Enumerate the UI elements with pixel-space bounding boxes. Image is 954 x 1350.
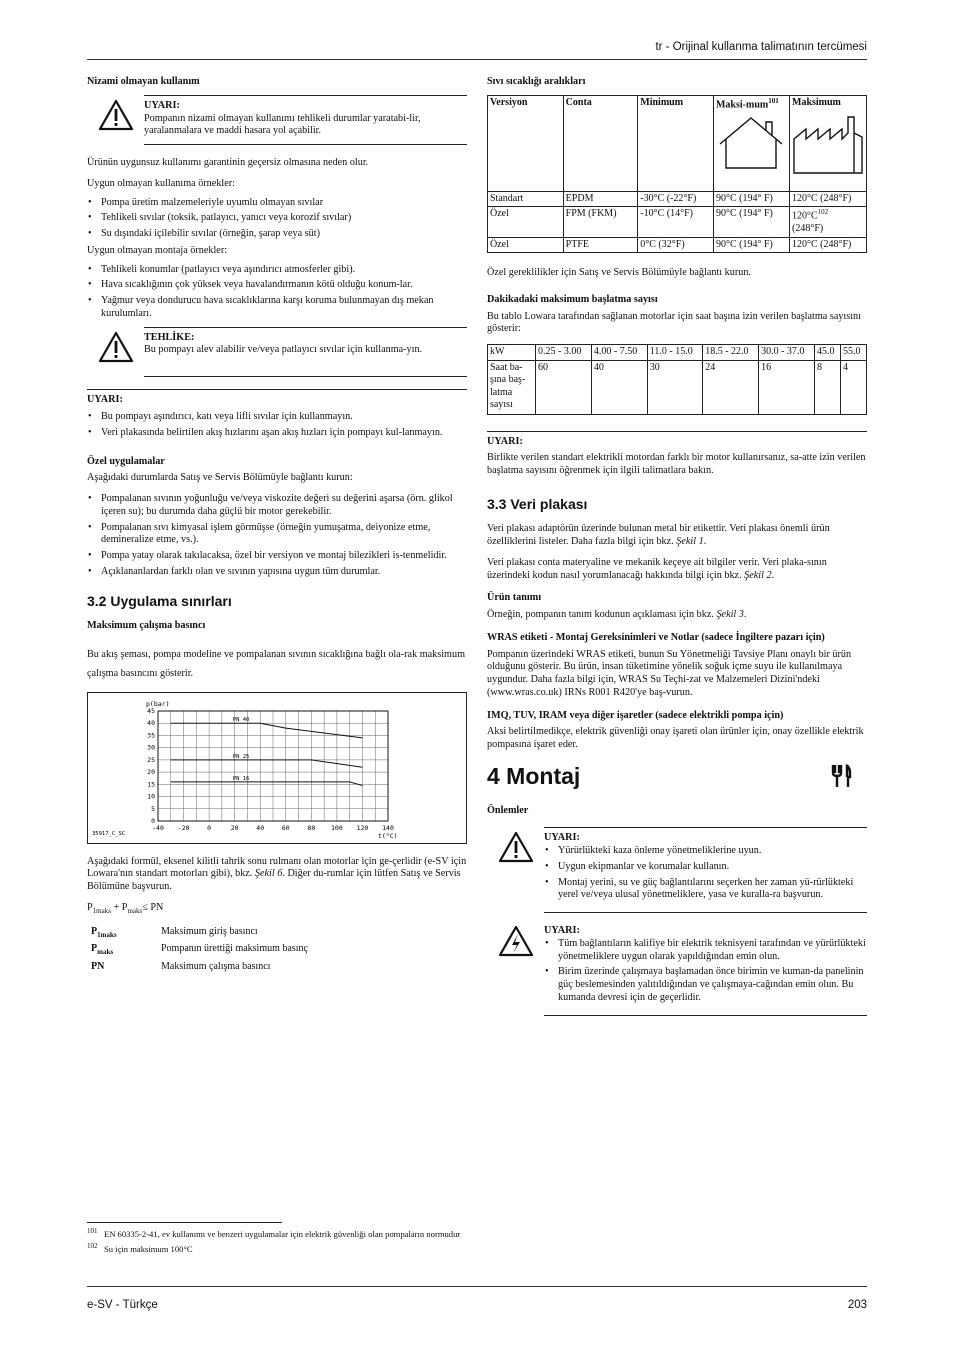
table-cell: 4 <box>840 360 866 414</box>
right-column <box>487 76 867 1028</box>
list-item: • Hava sıcaklığının çok yüksek veya havalandırmanın kötü olduğu konum-lar. <box>87 279 467 292</box>
table-row: PN Maksimum çalışma basıncı <box>91 961 271 973</box>
x-tick-label: 40 <box>256 823 265 832</box>
warning-title: UYARI: <box>487 435 523 447</box>
tools-icon <box>831 763 853 789</box>
list-item: • Yürürlükteki kaza önleme yönetmeliklerine uyun. <box>544 845 867 858</box>
paragraph: Aşağıdaki durumlarda Satış ve Servis Bölümüyle bağlantı kurun: <box>87 472 353 484</box>
x-tick-label: 80 <box>307 823 316 832</box>
left-column <box>87 76 467 977</box>
table-cell: 40 <box>591 360 647 414</box>
imq-heading: IMQ, TUV, IRAM veya diğer işaretler (sadece elektrikli pompa için) <box>487 709 784 721</box>
table-cell: 8 <box>814 360 840 414</box>
footnote: $^{101}$ EN 60335-2-41, ev kullanımı ve benzeri uygulamalar için elektrik güvenliği olan pompaların normudur <box>87 1227 461 1239</box>
warning-callout <box>87 95 467 145</box>
table-cell: 4.00 - 7.50 <box>591 345 647 361</box>
maxpress-heading: Maksimum çalışma basıncı <box>87 620 206 631</box>
paragraph: Ürünün uygunsuz kullanımı garantinin geçersiz olmasına neden olur. <box>87 157 369 168</box>
house-icon <box>716 114 786 170</box>
x-tick-label: 20 <box>230 823 239 832</box>
table-cell: 55.0 <box>840 345 866 361</box>
table-cell: 60 <box>536 360 592 414</box>
paragraph: Uygun olmayan montaja örnekler: <box>87 244 228 256</box>
paragraph: Özel gereklilikler için Satış ve Servis Bölümüyle bağlantı kurun. <box>487 267 751 279</box>
table-row: Özel FPM (FKM) -10°C (14°F) 90°C (194° F) $120^\circ C^{102}$ (248°F) <box>488 207 867 237</box>
list-item: • Veri plakasında belirtilen akış hızlarını aşan akış hızları için pompayı kul-lanmayın. <box>87 427 467 440</box>
warning-title: UYARI: <box>87 394 123 406</box>
section-heading-3-2: 3.2 Uygulama sınırları <box>87 592 232 609</box>
y-tick-label: 15 <box>147 779 155 788</box>
x-tick-label: 100 <box>331 823 343 832</box>
table-row: $P_{1maks}$ Maksimum giriş basıncı <box>91 925 258 939</box>
x-tick-label: 0 <box>207 823 212 832</box>
x-tick-label: 120 <box>356 823 369 832</box>
series-line <box>171 759 363 766</box>
paragraph: Aşağıdaki formül, eksenel kilitli tahrik sonu rulmanı olan motorlar için ge-çerlidir (e-SV için Lowara'nın standart motorları gibi), bkz. Şekil 6. Diğer du-rumlar için lütfen Satış ve Servis Bölümüne başvurun. <box>87 855 467 892</box>
install-misuse-list <box>87 264 467 321</box>
x-tick-label: -20 <box>177 823 190 832</box>
y-tick-label: 10 <box>147 792 155 801</box>
y-tick-label: 20 <box>147 767 155 776</box>
list-item: • Su dışındaki içilebilir sıvılar (örneğin, şarap veya süt) <box>87 228 467 241</box>
table-row: Özel PTFE 0°C (32°F) 90°C (194° F) 120°C (248°F) <box>488 237 867 253</box>
danger-triangle-icon <box>98 331 134 363</box>
danger-text: Bu pompayı alev alabilir ve/veya patlayıcı sıvılar için kullanma-yın. <box>144 344 423 356</box>
danger-callout <box>87 327 467 378</box>
series-label: PN 25 <box>232 753 250 760</box>
x-tick-label: -40 <box>152 823 164 832</box>
list-item: • Açıklananlardan farklı olan ve sıvının yapısına uygun tüm durumlar. <box>87 566 467 579</box>
figure-ref: Şekil 1 <box>676 536 704 548</box>
y-tick-label: 0 <box>151 816 155 825</box>
list-item: • Bu pompayı aşındırıcı, katı veya lifli sıvılar için kullanmayın. <box>87 411 467 424</box>
warning-text: Pompanın nizami olmayan kullanımı tehlikeli durumlar yaratabi-lir, yaralanmalara ve maddi hasara yol açabilir. <box>144 112 421 137</box>
table-cell: 24 <box>703 360 759 414</box>
y-tick-label: 25 <box>147 755 155 764</box>
section-heading-3-3: 3.3 Veri plakası <box>487 495 588 512</box>
table-cell: 0.25 - 3.00 <box>536 345 592 361</box>
danger-title: TEHLİKE: <box>144 331 195 343</box>
y-tick-label: 5 <box>151 804 155 813</box>
figure-ref: Şekil 3 <box>716 609 744 621</box>
list-item: • Pompa yatay olarak takılacaksa, özel bir versiyon ve montaj bilezikleri is-tenmelidir. <box>87 550 467 563</box>
factory-icon <box>792 113 864 177</box>
table-cell: 30.0 - 37.0 <box>759 345 815 361</box>
list-item: • Yağmur veya dondurucu hava sıcaklıklarına karşı koruma bulunmayan dış mekan kurulumları. <box>87 295 467 321</box>
wras-heading: WRAS etiketi - Montaj Gereksinimleri ve Notlar (sadece İngiltere pazarı için) <box>487 631 825 643</box>
series-line <box>171 781 363 785</box>
warning-title: UYARI: <box>144 99 180 111</box>
warning-triangle-icon <box>98 99 134 131</box>
footer-doc: e-SV - Türkçe <box>87 1299 158 1311</box>
table-header-row: Versiyon Conta Minimum Maksi-mum$^{101}$ Maksimum <box>488 95 867 191</box>
paragraph: Uygun olmayan kullanıma örnekler: <box>87 177 235 189</box>
paragraph: Bu tablo Lowara tarafından sağlanan motorlar için saat başına izin verilen başlatma sayısını gösterir: <box>487 310 861 335</box>
y-tick-label: 30 <box>147 743 155 752</box>
precautions-heading: Önlemler <box>487 804 529 816</box>
list-item: • Pompalanan sıvı kimyasal işlem görmüşse (örneğin yumuşatma, deiyonize etme, demineralize etme, vs.). <box>87 522 467 548</box>
special-list <box>87 493 467 579</box>
list-item: • Pompa üretim malzemeleriyle uyumlu olmayan sıvılar <box>87 197 467 210</box>
x-tick-label: 140 <box>382 823 394 832</box>
list-item: • Montaj yerini, su ve güç bağlantılarını seçerken her zaman yü-rürlükteki yerel ve/veya ulusal yönetmeliklere, yasa ve kuralla-ra başvurun. <box>544 877 867 903</box>
y-tick-label: 40 <box>147 718 155 727</box>
x-axis-label: t(°C) <box>378 831 398 840</box>
formula: $P_{1maks} + P_{maks}\le$ PN <box>87 901 164 915</box>
paragraph: Bu akış şeması, pompa modeline ve pompalanan sıvının sıcaklığına bağlı ola-rak maksimum çalışma basıncını gösterir. <box>87 648 465 680</box>
table-row <box>488 345 867 361</box>
y-tick-label: 35 <box>147 730 155 739</box>
product-heading: Ürün tanımı <box>487 592 542 604</box>
header-title: tr - Orijinal kullanma talimatının tercümesi <box>655 41 867 53</box>
series-label: PN 16 <box>232 775 250 782</box>
table-cell: 18.5 - 22.0 <box>703 345 759 361</box>
temperature-table <box>487 95 867 253</box>
y-axis-label: p(bar) <box>146 699 170 708</box>
table-cell: 11.0 - 15.0 <box>647 345 702 361</box>
page-footer <box>87 1286 867 1312</box>
page-number: 203 <box>847 1299 867 1311</box>
page-header <box>87 40 867 60</box>
warning-plain <box>87 389 467 439</box>
x-tick-label: 60 <box>281 823 290 832</box>
footnotes <box>87 1222 460 1256</box>
list-item: • Tehlikeli sıvılar (toksik, patlayıcı, yanıcı veya korozif sıvılar) <box>87 212 467 225</box>
paragraph: Aksi belirtilmedikçe, elektrik güvenliği onay işareti olan ürünler için, onay özellikle elektrik pompasına işaret eder. <box>487 726 864 751</box>
warning-text: Birlikte verilen standart elektrikli motordan farklı bir motor kullanırsanız, sa-atte izin verilen başlatma sayısını öğrenmek için ilgili talimatlara bakın. <box>487 452 866 477</box>
y-tick-label: 45 <box>147 706 155 715</box>
table-row <box>488 360 867 414</box>
table-cell: 16 <box>759 360 815 414</box>
definitions-table <box>87 924 467 977</box>
section-heading-4: 4 Montaj <box>487 762 867 791</box>
warning-callout: UYARI: • Yürürlükteki kaza önleme yönetmeliklerine uyun. • Uygun ekipmanlar ve korumalar kullanın. • Montaj yerini, su ve güç bağlantılarını seçerken her zaman yü-rürlükteki yerel ve/veya ulusal yönetmeliklere, yasa ve kuralla-ra başvurun. <box>487 827 867 913</box>
misuse-list <box>87 197 467 241</box>
paragraph: Veri plakası conta materyaline ve mekanik keçeye ait bilgiler verir. Veri plaka-sının üzerindeki kodun nasıl yorumlanacağı hakkında bilgi için bkz. Şekil 2. <box>487 556 827 581</box>
list-item: • Birim üzerinde çalışmaya başlamadan önce birimin ve kuman-da panelinin güç beslemesinden yalıtıldığından ve çalışmaya-cağından emin olun. Bu kumanda devresi için de geçerlidir. <box>544 966 867 1004</box>
table-cell: 45.0 <box>814 345 840 361</box>
list-item: • Tehlikeli konumlar (patlayıcı veya aşındırıcı atmosferler gibi). <box>87 264 467 277</box>
paragraph: Pompanın üzerindeki WRAS etiketi, bunun Su Yönetmeliği Tavsiye Planı onaylı bir ürün olduğunu gösterir. Bu ürün, insan tüketimine yönelik soğuk içme suyu ile kullanılmaya uygundur. Daha fazla bilgi için, WRAS Su Teçhi-zat ve Malzemeleri Dizini'ndeki (www.wras.co.uk) IRNs R001 R420'ye baş-vurun. <box>487 648 852 698</box>
pressure-chart <box>87 692 467 844</box>
table-cell: kW <box>488 345 536 361</box>
special-heading: Özel uygulamalar <box>87 455 165 467</box>
starts-table <box>487 344 867 415</box>
table-row: Standart EPDM -30°C (-22°F) 90°C (194° F) 120°C (248°F) <box>488 191 867 207</box>
electrical-warning-callout: UYARI: • Tüm bağlantıların kalifiye bir elektrik teknisyeni tarafından ve yürürlükteki yönetmeliklere uygun olarak yapıldığından emin olun. • Birim üzerinde çalışmaya başlamadan önce birimin ve kuman-da panelinin güç beslemesinden yalıtıldığından ve çalışmaya-cağından emin olun. Bu kumanda devresi için de geçerlidir. <box>487 921 867 1016</box>
misuse-heading: Nizami olmayan kullanım <box>87 76 200 87</box>
table-row: $P_{maks}$ Pompanın ürettiği maksimum basınç <box>91 943 308 957</box>
table-cell: 30 <box>647 360 702 414</box>
figure-ref: Şekil 2 <box>744 569 772 581</box>
paragraph: Veri plakası adaptörün üzerinde bulunan metal bir etikettir. Veri plakası önemli ürün özelliklerini listeler. Daha fazla bilgi için bkz. Şekil 1. <box>487 523 830 548</box>
starts-heading: Dakikadaki maksimum başlatma sayısı <box>487 293 658 305</box>
figure-code: 35917_C_SC <box>92 830 126 837</box>
list-item: • Tüm bağlantıların kalifiye bir elektrik teknisyeni tarafından ve yürürlükteki yönetmeliklere uygun olarak yapıldığından emin olun. <box>544 938 867 964</box>
list-item: • Pompalanan sıvının yoğunluğu ve/veya viskozite değeri su değerini aşarsa (örn. glikol içeren su); bu durumda daha güçlü bir motor gerekebilir. <box>87 493 467 519</box>
warning-plain <box>487 431 867 478</box>
list-item: • Uygun ekipmanlar ve korumalar kullanın. <box>544 861 867 874</box>
footnote: $^{102}$ Su için maksimum 100°C <box>87 1241 193 1254</box>
temp-heading: Sıvı sıcaklığı aralıkları <box>487 76 586 87</box>
warning-triangle-icon <box>498 831 534 863</box>
electrical-hazard-icon <box>498 925 534 957</box>
table-cell: Saat ba-şına baş-latma sayısı <box>488 360 536 414</box>
paragraph: Örneğin, pompanın tanım kodunun açıklaması için bkz. Şekil 3. <box>487 609 747 621</box>
series-label: PN 40 <box>232 716 250 723</box>
figure-ref: Şekil 6 <box>254 868 283 880</box>
pressure-chart-svg <box>88 693 460 843</box>
